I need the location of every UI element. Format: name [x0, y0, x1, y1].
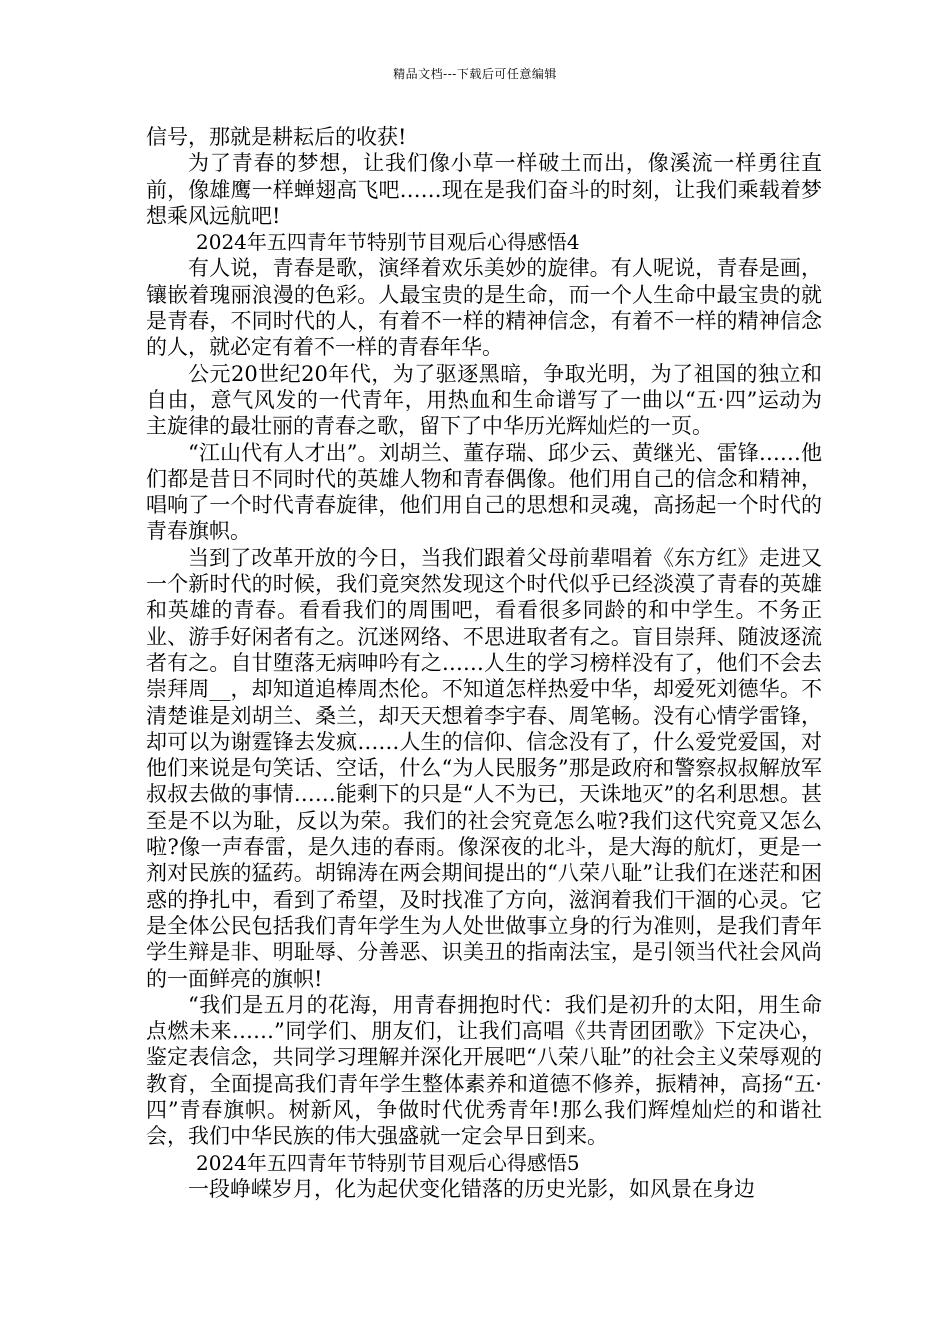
- paragraph: 一段峥嵘岁月，化为起伏变化错落的历史光影，如风景在身边: [188, 1176, 755, 1201]
- section-heading: 2024年五四青年节特别节目观后心得感悟5: [196, 1150, 580, 1175]
- paragraph: 公元20世纪20年代，为了驱逐黑暗，争取光明，为了祖国的独立和自由，意气风发的一代青年，用热血和生命谱写了一曲以“五·四”运动为主旋律的最壮丽的青春之歌，留下了中华历光辉灿烂的一页。: [146, 361, 822, 439]
- paragraph-continued: 信号，那就是耕耘后的收获!: [146, 125, 407, 149]
- section-heading: 2024年五四青年节特别节目观后心得感悟4: [196, 230, 580, 255]
- paragraph: “江山代有人才出”。刘胡兰、董存瑞、邱少云、黄继光、雷锋……他们都是昔日不同时代的英雄人物和青春偶像。他们用自己的信念和精神，唱响了一个时代青春旋律，他们用自己的思想和灵魂，高扬起一个时代的青春旗帜。: [146, 440, 822, 544]
- paragraph: “我们是五月的花海，用青春拥抱时代：我们是初升的太阳，用生命点燃未来……”同学们、朋友们，让我们高唱《共青团团歌》下定决心，鉴定表信念，共同学习理解并深化开展吧“八荣八耻”的社会主义荣辱观的教育，全面提高我们青年学生整体素养和道德不修养，振精神，高扬“五·四”青春旗帜。树新风，争做时代优秀青年!那么我们辉煌灿烂的和谐社会，我们中华民族的伟大强盛就一定会早日到来。: [146, 992, 822, 1149]
- page-header: 精品文档---下载后可任意编辑: [393, 67, 557, 81]
- document-body: [146, 124, 822, 1202]
- paragraph: 有人说，青春是歌，演绎着欢乐美妙的旋律。有人呢说，青春是画，镶嵌着瑰丽浪漫的色彩。人最宝贵的是生命，而一个人生命中最宝贵的就是青春，不同时代的人，有着不一样的精神信念，有着不一样的精神信念的人，就必定有着不一样的青春年华。: [146, 256, 822, 360]
- paragraph: 为了青春的梦想，让我们像小草一样破土而出，像溪流一样勇往直前，像雄鹰一样蝉翅高飞吧……现在是我们奋斗的时刻，让我们乘载着梦想乘风远航吧!: [146, 151, 822, 228]
- paragraph: 当到了改革开放的今日，当我们跟着父母前辈唱着《东方红》走进又一个新时代的时候，我们竟突然发现这个时代似乎已经淡漠了青春的英雄和英雄的青春。看看我们的周围吧，看看很多同龄的和中学生。不务正业、游手好闲者有之。沉迷网络、不思进取者有之。盲目崇拜、随波逐流者有之。自甘堕落无病呻吟有之……人生的学习榜样没有了，他们不会去崇拜周__，却知道追棒周杰伦。不知道怎样热爱中华，却爱死刘德华。不清楚谁是刘胡兰、桑兰，却天天想着李宇春、周笔畅。没有心情学雷锋，却可以为谢霆锋去发疯……人生的信仰、信念没有了，什么爱党爱国，对他们来说是句笑话、空话，什么“为人民服务”那是政府和警察叔叔解放军叔叔去做的事情……能剩下的只是“人不为已，天诛地灭”的名利思想。甚至是不以为耻，反以为荣。我们的社会究竟怎么啦?我们这代究竟又怎么啦?像一声春雷，是久违的春雨。像深夜的北斗，是大海的航灯，更是一剂对民族的猛药。胡锦涛在两会期间提出的“八荣八耻”让我们在迷茫和困惑的挣扎中，看到了希望，及时找准了方向，滋润着我们干涸的心灵。它是全体公民包括我们青年学生为人处世做事立身的行为准则，是我们青年学生辩是非、明耻辱、分善恶、识美丑的指南法宝，是引领当代社会风尚的一面鲜亮的旗帜!: [146, 545, 822, 991]
